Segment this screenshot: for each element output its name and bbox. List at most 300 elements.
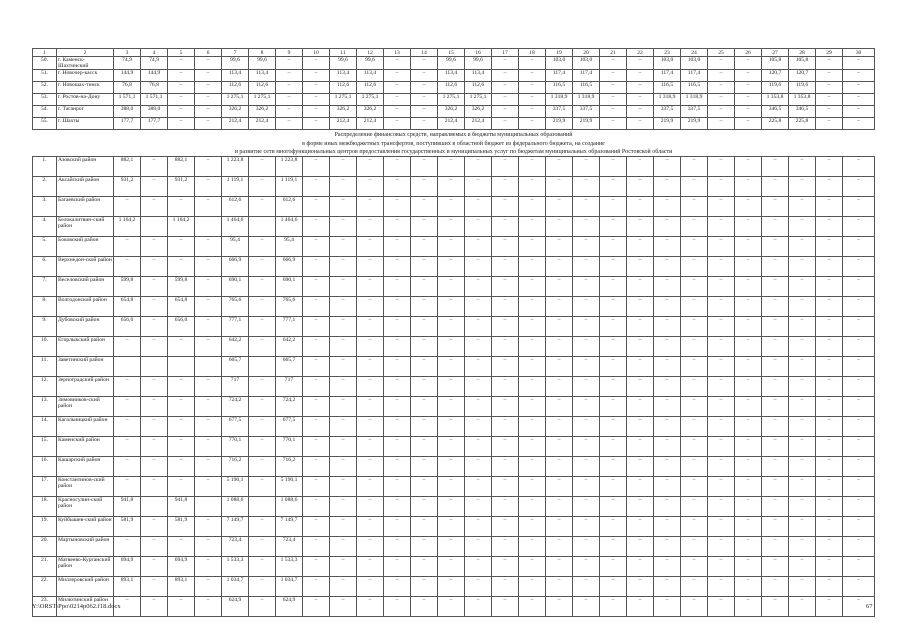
table-cell: – xyxy=(492,118,519,130)
table-cell: – xyxy=(195,537,222,557)
table-cell: – xyxy=(789,357,816,377)
table-cell: – xyxy=(276,106,303,118)
table-cell: – xyxy=(195,337,222,357)
table-cell: – xyxy=(789,297,816,317)
table-cell: – xyxy=(816,457,843,477)
table-cell: – xyxy=(357,157,384,177)
column-number: 12 xyxy=(357,49,384,57)
table-cell: – xyxy=(330,557,357,577)
table-cell: – xyxy=(627,517,654,537)
table-cell: – xyxy=(600,94,627,106)
table-cell: – xyxy=(735,118,762,130)
table-cell: – xyxy=(843,557,875,577)
table-cell: – xyxy=(519,157,546,177)
table-cell: – xyxy=(303,106,330,118)
table-cell: – xyxy=(735,317,762,337)
table-cell: – xyxy=(654,577,681,597)
table-cell: – xyxy=(708,177,735,197)
table-cell: – xyxy=(708,70,735,82)
table-cell: – xyxy=(357,517,384,537)
table-cell: 8. xyxy=(33,297,57,317)
table-cell: – xyxy=(465,177,492,197)
table-cell: – xyxy=(303,397,330,417)
table-cell: – xyxy=(735,557,762,577)
table-cell: – xyxy=(114,397,141,417)
table-cell: – xyxy=(330,577,357,597)
table-cell: 724,2 xyxy=(222,397,249,417)
table-cell: – xyxy=(789,197,816,217)
table-cell: – xyxy=(411,70,438,82)
table-cell: – xyxy=(357,417,384,437)
table-cell: 5. xyxy=(33,237,57,257)
column-number: 28 xyxy=(789,49,816,57)
section-caption-line: Распределение финансовых средств, направляемых в бюджеты муниципальных образований xyxy=(334,132,573,139)
table-cell: – xyxy=(384,94,411,106)
table-cell: – xyxy=(465,577,492,597)
table-cell: – xyxy=(141,437,168,457)
table-cell: – xyxy=(843,417,875,437)
table-cell: 22. xyxy=(33,577,57,597)
table-cell: – xyxy=(114,457,141,477)
table-row xyxy=(33,94,875,106)
table-cell: – xyxy=(492,70,519,82)
column-number: 25 xyxy=(708,49,735,57)
table-cell: – xyxy=(330,357,357,377)
table-cell: – xyxy=(708,517,735,537)
table-cell: – xyxy=(411,217,438,237)
table-cell: – xyxy=(789,277,816,297)
table-cell: – xyxy=(573,517,600,537)
table-cell: – xyxy=(627,557,654,577)
table-cell: 212,4 xyxy=(465,118,492,130)
table-cell: – xyxy=(681,557,708,577)
table-cell: – xyxy=(384,457,411,477)
table-cell: 893,1 xyxy=(114,577,141,597)
table-cell: – xyxy=(384,497,411,517)
table-cell: – xyxy=(573,537,600,557)
table-cell: – xyxy=(141,517,168,537)
table-cell: 337,5 xyxy=(573,106,600,118)
table-cell: – xyxy=(735,157,762,177)
table-cell: 51. xyxy=(33,70,57,82)
table-cell: – xyxy=(141,537,168,557)
table-cell: – xyxy=(195,397,222,417)
table-cell: 1 353,8 xyxy=(789,94,816,106)
table-cell: – xyxy=(789,517,816,537)
table-cell: – xyxy=(141,197,168,217)
table-cell: – xyxy=(330,597,357,617)
table-cell: 1 318,9 xyxy=(654,94,681,106)
table-cell: – xyxy=(195,577,222,597)
table-cell: 219,9 xyxy=(654,118,681,130)
table-cell: – xyxy=(681,437,708,457)
table-cell: – xyxy=(627,177,654,197)
table-cell: – xyxy=(438,437,465,457)
table-cell: – xyxy=(789,397,816,417)
table-cell: 74,9 xyxy=(114,57,141,70)
table-cell: 13. xyxy=(33,397,57,417)
table-cell: – xyxy=(654,337,681,357)
table-cell: 612,6 xyxy=(222,197,249,217)
table-cell: – xyxy=(411,577,438,597)
table-cell: – xyxy=(465,257,492,277)
table-cell: – xyxy=(735,377,762,397)
table-cell: – xyxy=(303,417,330,437)
table-cell: – xyxy=(249,157,276,177)
table-cell: – xyxy=(519,337,546,357)
table-cell: – xyxy=(330,417,357,437)
table-cell: – xyxy=(708,397,735,417)
table-cell: – xyxy=(492,197,519,217)
table-cell: – xyxy=(843,377,875,397)
table-cell: – xyxy=(411,417,438,437)
table-cell: – xyxy=(654,417,681,437)
table-cell: – xyxy=(843,517,875,537)
table-cell: 1 223,8 xyxy=(276,157,303,177)
table-cell: – xyxy=(330,397,357,417)
table-row xyxy=(33,217,875,237)
table-cell: – xyxy=(249,397,276,417)
table-cell: – xyxy=(816,257,843,277)
table-cell: – xyxy=(384,337,411,357)
column-number: 4 xyxy=(141,49,168,57)
table-cell: – xyxy=(303,377,330,397)
table-cell: – xyxy=(708,357,735,377)
table-cell: 1 223,8 xyxy=(222,157,249,177)
table-cell: 105,8 xyxy=(789,57,816,70)
table-cell: 95,4 xyxy=(222,237,249,257)
table-cell: – xyxy=(546,437,573,457)
table-cell: – xyxy=(384,437,411,457)
table-cell: – xyxy=(681,357,708,377)
table-cell: – xyxy=(519,257,546,277)
table-cell: 1 464,6 xyxy=(276,217,303,237)
table-cell: – xyxy=(708,457,735,477)
table-cell: – xyxy=(519,82,546,94)
table-cell: – xyxy=(249,437,276,457)
table-cell: – xyxy=(195,70,222,82)
municipality-name: г. Каменск-Шахтинский xyxy=(57,57,114,70)
table-row xyxy=(33,57,875,70)
table-cell: – xyxy=(195,377,222,397)
table-cell: – xyxy=(276,118,303,130)
table-cell: – xyxy=(627,94,654,106)
table-cell: – xyxy=(465,337,492,357)
table-cell: – xyxy=(303,477,330,497)
table-cell: – xyxy=(168,106,195,118)
table-cell: – xyxy=(330,157,357,177)
table-cell: – xyxy=(249,237,276,257)
table-cell: – xyxy=(843,237,875,257)
table-cell: – xyxy=(546,177,573,197)
table-cell: – xyxy=(465,237,492,257)
table-cell: – xyxy=(573,377,600,397)
column-number: 17 xyxy=(492,49,519,57)
table-cell: 656,0 xyxy=(114,317,141,337)
table-cell: 716,2 xyxy=(222,457,249,477)
table-cell: – xyxy=(519,497,546,517)
table-cell: 103,0 xyxy=(681,57,708,70)
table-cell: – xyxy=(816,537,843,557)
table-cell: – xyxy=(546,337,573,357)
table-cell: – xyxy=(303,237,330,257)
table-cell: – xyxy=(735,177,762,197)
municipality-name: г. Новошах-тинск xyxy=(57,82,114,94)
table-cell: – xyxy=(762,417,789,437)
table-cell: – xyxy=(789,257,816,277)
table-cell: – xyxy=(708,437,735,457)
table-cell: – xyxy=(492,537,519,557)
table-cell: – xyxy=(762,377,789,397)
table-cell: – xyxy=(249,457,276,477)
table-cell: – xyxy=(816,597,843,617)
table-cell: – xyxy=(330,177,357,197)
municipality-name: Зерноградский район xyxy=(57,377,114,397)
table-cell: – xyxy=(708,477,735,497)
table-cell: – xyxy=(843,257,875,277)
table-cell: – xyxy=(195,157,222,177)
table-cell: – xyxy=(600,257,627,277)
table-cell: – xyxy=(843,118,875,130)
table-cell: – xyxy=(330,337,357,357)
table-cell: – xyxy=(681,197,708,217)
table-cell: – xyxy=(816,477,843,497)
municipality-name: Егорлыкский район xyxy=(57,337,114,357)
table-cell: – xyxy=(330,497,357,517)
table-cell: – xyxy=(627,157,654,177)
table-cell: – xyxy=(195,557,222,577)
table-cell: – xyxy=(168,118,195,130)
table-cell: 1 034,7 xyxy=(222,577,249,597)
table-cell: – xyxy=(195,57,222,70)
table-cell: – xyxy=(465,317,492,337)
table-cell: – xyxy=(627,397,654,417)
table-cell: – xyxy=(708,297,735,317)
table-cell: – xyxy=(438,357,465,377)
table-cell: – xyxy=(546,537,573,557)
table-cell: – xyxy=(114,597,141,617)
table-row xyxy=(33,377,875,397)
table-cell: 1 275,1 xyxy=(330,94,357,106)
table-cell: 717 xyxy=(276,377,303,397)
table-cell: – xyxy=(357,237,384,257)
table-cell: – xyxy=(681,217,708,237)
table-cell: – xyxy=(843,217,875,237)
table-cell: – xyxy=(762,497,789,517)
table-cell: – xyxy=(492,477,519,497)
table-cell: 694,9 xyxy=(114,557,141,577)
table-cell: – xyxy=(492,237,519,257)
table-cell: 1 034,7 xyxy=(276,577,303,597)
table-cell: – xyxy=(492,177,519,197)
table-cell: – xyxy=(681,377,708,397)
table-cell: – xyxy=(546,557,573,577)
table-cell: 665,7 xyxy=(222,357,249,377)
table-cell: – xyxy=(168,197,195,217)
table-cell: – xyxy=(654,217,681,237)
table-cell: – xyxy=(573,597,600,617)
table-row xyxy=(33,157,875,177)
table-cell: – xyxy=(195,257,222,277)
table-cell: – xyxy=(816,70,843,82)
table-cell: – xyxy=(654,197,681,217)
table-cell: – xyxy=(438,317,465,337)
table-cell: – xyxy=(438,257,465,277)
table-cell: – xyxy=(843,457,875,477)
table-cell: 4. xyxy=(33,217,57,237)
table-cell: – xyxy=(141,337,168,357)
table-cell: – xyxy=(627,57,654,70)
table-cell: 212,4 xyxy=(249,118,276,130)
table-cell: – xyxy=(438,577,465,597)
table-cell: 1 088,6 xyxy=(276,497,303,517)
table-cell: – xyxy=(546,577,573,597)
table-cell: 666,9 xyxy=(276,257,303,277)
table-cell: 116,5 xyxy=(654,82,681,94)
table-cell: – xyxy=(114,197,141,217)
table-cell: – xyxy=(168,377,195,397)
table-cell: – xyxy=(411,57,438,70)
table-cell: – xyxy=(681,157,708,177)
table-cell: 717 xyxy=(222,377,249,397)
table-cell: – xyxy=(114,477,141,497)
table-cell: – xyxy=(654,397,681,417)
table-cell: – xyxy=(789,477,816,497)
table-cell: – xyxy=(762,357,789,377)
table-cell: – xyxy=(330,437,357,457)
table-cell: – xyxy=(708,317,735,337)
table-cell: – xyxy=(303,457,330,477)
table-cell: 120,7 xyxy=(789,70,816,82)
table-cell: 346,5 xyxy=(789,106,816,118)
table-cell: – xyxy=(249,577,276,597)
table-cell: 113,4 xyxy=(330,70,357,82)
table-cell: – xyxy=(735,477,762,497)
table-cell: 770,1 xyxy=(222,437,249,457)
table-cell: – xyxy=(708,57,735,70)
table-cell: – xyxy=(249,177,276,197)
table-cell: – xyxy=(384,557,411,577)
table-cell: 74,9 xyxy=(141,57,168,70)
table-cell: – xyxy=(546,357,573,377)
table-cell: 225,8 xyxy=(789,118,816,130)
table-cell: – xyxy=(627,237,654,257)
table-cell: – xyxy=(654,257,681,277)
table-cell: – xyxy=(465,157,492,177)
table-cell: 941,8 xyxy=(168,497,195,517)
table-cell: 337,5 xyxy=(546,106,573,118)
table-cell: – xyxy=(303,297,330,317)
table-cell: – xyxy=(438,457,465,477)
table-cell: 117,4 xyxy=(681,70,708,82)
table-cell: 1. xyxy=(33,157,57,177)
table-cell: – xyxy=(438,477,465,497)
table-cell: – xyxy=(600,357,627,377)
table-cell: – xyxy=(600,57,627,70)
table-row xyxy=(33,357,875,377)
table-cell: – xyxy=(384,57,411,70)
table-cell: – xyxy=(600,297,627,317)
table-cell: – xyxy=(249,517,276,537)
table-cell: – xyxy=(843,317,875,337)
table-cell: – xyxy=(114,417,141,437)
table-cell: – xyxy=(141,577,168,597)
table-cell: – xyxy=(816,237,843,257)
table-cell: 99,6 xyxy=(465,57,492,70)
municipality-name: Веселовский район xyxy=(57,277,114,297)
table-cell: – xyxy=(141,297,168,317)
table-cell: 882,1 xyxy=(168,157,195,177)
table-cell: – xyxy=(789,177,816,197)
table-cell: – xyxy=(762,457,789,477)
table-cell: – xyxy=(438,237,465,257)
table-cell: 113,4 xyxy=(357,70,384,82)
table-cell: – xyxy=(384,517,411,537)
table-cell: – xyxy=(735,517,762,537)
table-cell: – xyxy=(114,337,141,357)
table-cell: 219,9 xyxy=(681,118,708,130)
table-cell: – xyxy=(465,517,492,537)
table-cell: – xyxy=(411,82,438,94)
table-cell: 388,0 xyxy=(114,106,141,118)
table-cell: 1 088,6 xyxy=(222,497,249,517)
table-cell: 931,2 xyxy=(168,177,195,197)
table-cell: – xyxy=(465,557,492,577)
table-cell: – xyxy=(141,557,168,577)
table-cell: – xyxy=(627,577,654,597)
table-cell: – xyxy=(708,497,735,517)
table-cell: – xyxy=(519,377,546,397)
table-row xyxy=(33,577,875,597)
table-cell: – xyxy=(438,297,465,317)
table-cell: 1 164,2 xyxy=(114,217,141,237)
table-cell: – xyxy=(465,477,492,497)
table-cell: – xyxy=(168,57,195,70)
table-cell: – xyxy=(141,157,168,177)
table-cell: – xyxy=(276,57,303,70)
municipality-name: г. Таганрог xyxy=(57,106,114,118)
table-cell: – xyxy=(546,237,573,257)
municipality-name: Багаевский район xyxy=(57,197,114,217)
table-row xyxy=(33,337,875,357)
table-cell: – xyxy=(600,157,627,177)
table-cell: – xyxy=(816,217,843,237)
table-cell: – xyxy=(816,417,843,437)
table-cell: – xyxy=(411,118,438,130)
table-cell: 388,0 xyxy=(141,106,168,118)
table-cell: – xyxy=(465,217,492,237)
table-cell: – xyxy=(627,277,654,297)
table-cell: 23. xyxy=(33,597,57,617)
table-cell: – xyxy=(735,597,762,617)
table-cell xyxy=(114,357,141,377)
table-cell: – xyxy=(438,397,465,417)
table-cell: – xyxy=(843,70,875,82)
table-cell: 882,1 xyxy=(114,157,141,177)
table-cell: – xyxy=(708,277,735,297)
table-cell: – xyxy=(573,197,600,217)
table-cell: – xyxy=(816,94,843,106)
table-cell: – xyxy=(384,297,411,317)
table-cell: 690,1 xyxy=(276,277,303,297)
column-number: 5 xyxy=(168,49,195,57)
column-number: 29 xyxy=(816,49,843,57)
table-cell: – xyxy=(411,297,438,317)
table-cell: – xyxy=(708,118,735,130)
table-cell: – xyxy=(546,517,573,537)
table-cell: – xyxy=(600,417,627,437)
table-cell: 54. xyxy=(33,106,57,118)
